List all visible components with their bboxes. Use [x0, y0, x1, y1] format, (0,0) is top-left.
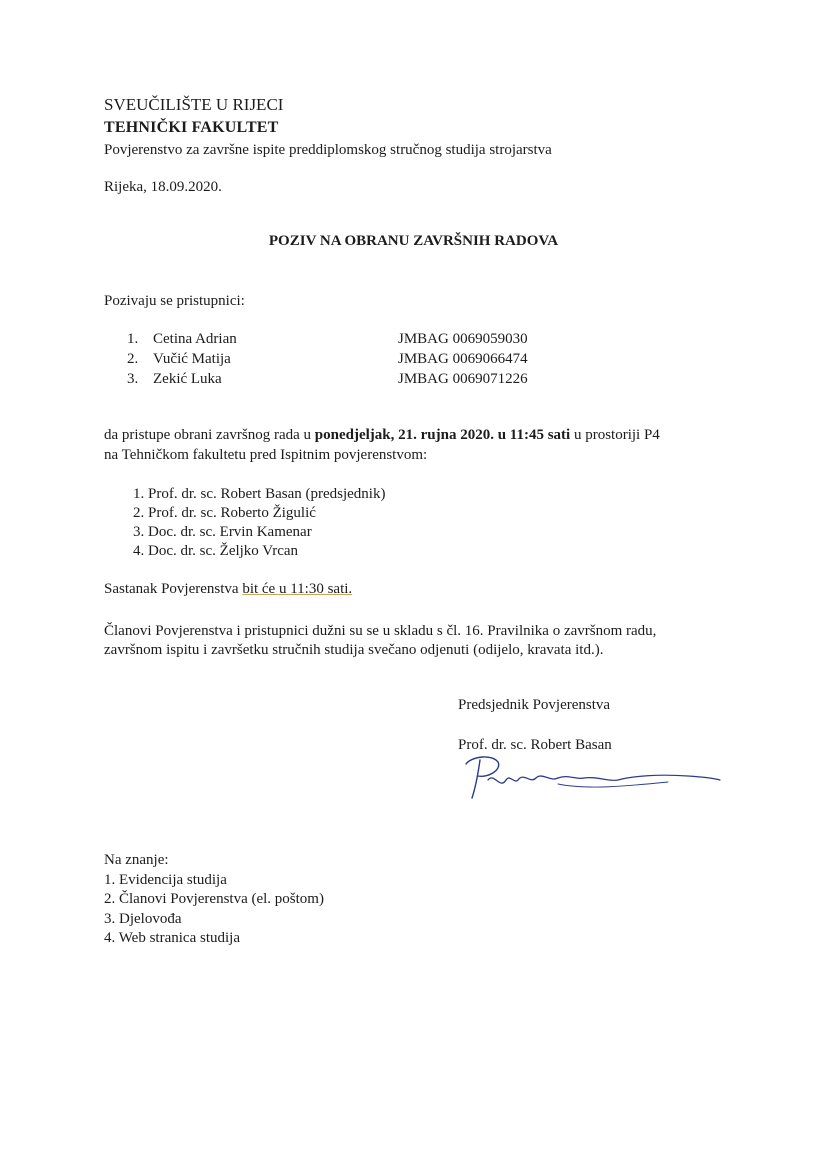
committee-member: 4. Doc. dr. sc. Željko Vrcan	[133, 543, 299, 559]
notice-heading: Na znanje:	[104, 852, 169, 868]
notice-item: 4. Web stranica studija	[104, 930, 240, 946]
handwritten-signature	[458, 750, 728, 810]
candidate-name: Vučić Matija	[153, 351, 231, 367]
university-name: SVEUČILIŠTE U RIJECI	[104, 95, 284, 114]
committee-name: Povjerenstvo za završne ispite preddiplomskog stručnog studija strojarstva	[104, 142, 552, 158]
dress-code-line2: završnom ispitu i završetku stručnih studija svečano odjenuti (odijelo, kravata itd.).	[104, 642, 604, 658]
committee-member: 2. Prof. dr. sc. Roberto Žigulić	[133, 505, 316, 521]
notice-item: 3. Djelovođa	[104, 911, 182, 927]
defense-datetime: ponedjeljak, 21. rujna 2020. u 11:45 sati	[314, 427, 571, 443]
candidate-number: 3.	[127, 371, 139, 387]
candidate-number: 2.	[127, 351, 139, 367]
faculty-name: TEHNIČKI FAKULTET	[104, 119, 279, 136]
defense-paragraph-line1	[104, 426, 660, 445]
defense-paragraph-line2: na Tehničkom fakultetu pred Ispitnim povjerenstvom:	[104, 447, 428, 463]
notice-item: 2. Članovi Povjerenstva (el. poštom)	[104, 891, 324, 907]
candidate-jmbag: JMBAG 0069071226	[398, 371, 528, 387]
document-title: POZIV NA OBRANU ZAVRŠNIH RADOVA	[268, 233, 559, 249]
candidate-name: Zekić Luka	[153, 371, 222, 387]
committee-member: 3. Doc. dr. sc. Ervin Kamenar	[133, 524, 312, 540]
meeting-notice	[104, 580, 352, 600]
candidate-jmbag: JMBAG 0069066474	[398, 351, 528, 367]
dress-code-line1: Članovi Povjerenstva i pristupnici dužni su se u skladu s čl. 16. Pravilnika o završnom radu,	[104, 623, 657, 639]
defense-text-post: u prostoriji P4	[570, 427, 660, 443]
meeting-text: Sastanak Povjerenstva	[104, 581, 243, 597]
signature-role: Predsjednik Povjerenstva	[458, 697, 611, 713]
candidate-name: Cetina Adrian	[153, 331, 237, 347]
candidate-number: 1.	[127, 331, 139, 347]
notice-item: 1. Evidencija studija	[104, 872, 227, 888]
invite-text: Pozivaju se pristupnici:	[104, 293, 245, 309]
candidate-jmbag: JMBAG 0069059030	[398, 331, 528, 347]
committee-member: 1. Prof. dr. sc. Robert Basan (predsjednik)	[133, 486, 386, 502]
document-date: Rijeka, 18.09.2020.	[104, 179, 222, 195]
signature-name: Prof. dr. sc. Robert Basan	[458, 737, 612, 753]
defense-text-pre: da pristupe obrani završnog rada u	[104, 427, 315, 443]
meeting-time: bit će u 11:30 sati.	[242, 581, 353, 597]
